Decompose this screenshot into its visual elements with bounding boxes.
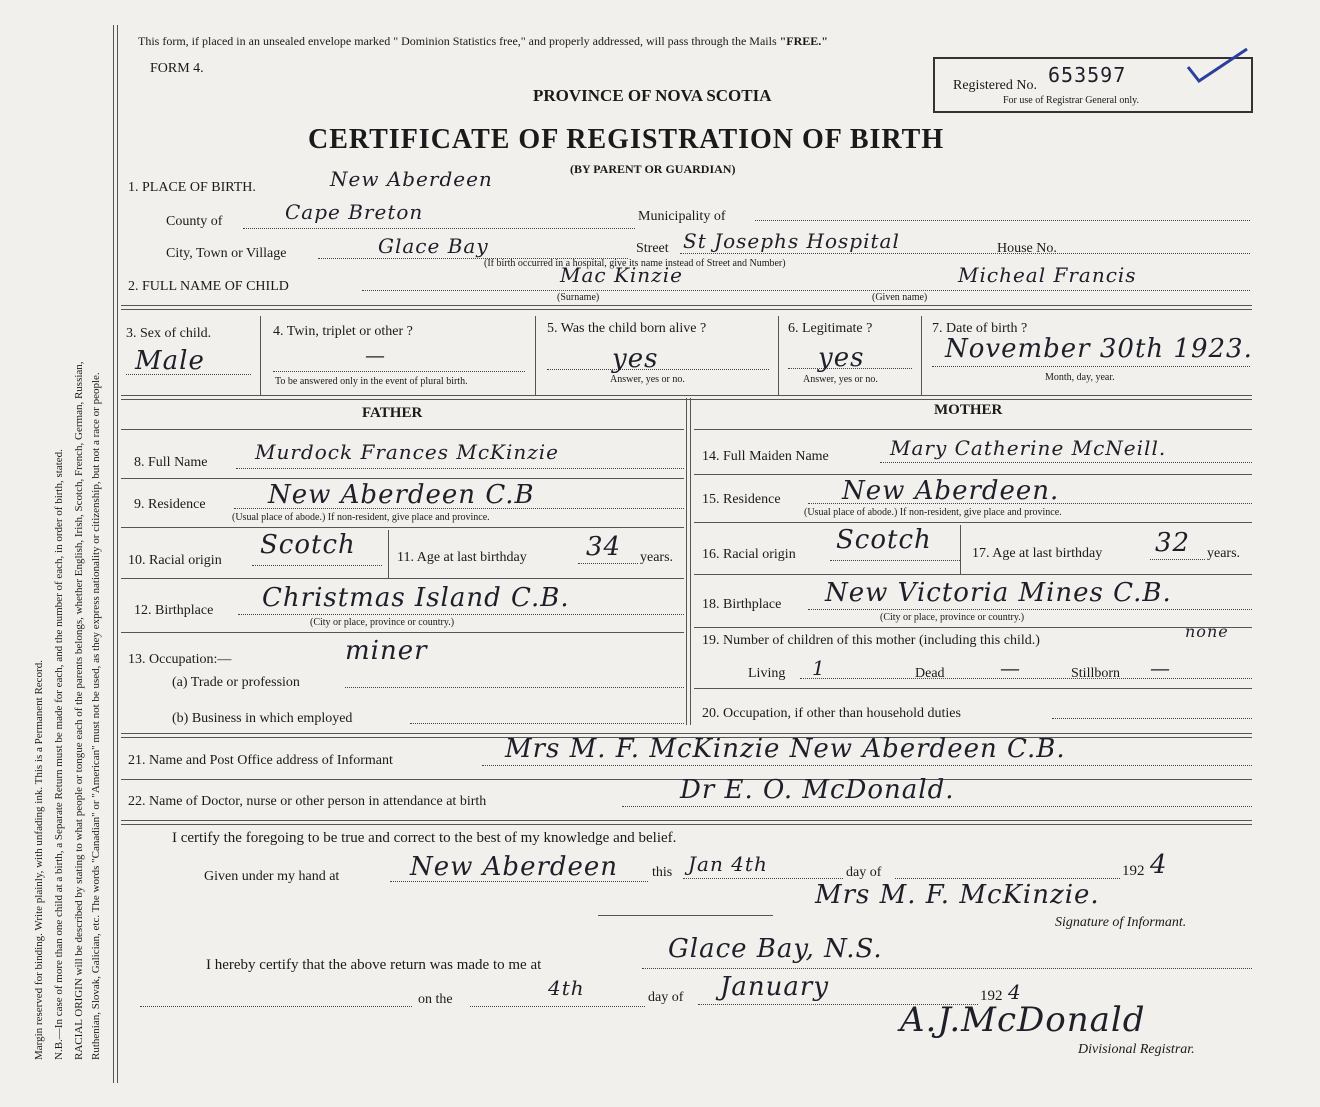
birthdate-note: Month, day, year. [1045, 372, 1115, 383]
informant-value: Mrs M. F. McKinzie New Aberdeen C.B. [505, 734, 1066, 764]
father-residence-note: (Usual place of abode.) If non-resident, give place and province. [232, 512, 490, 523]
twin-label: 4. Twin, triplet or other ? [273, 324, 413, 339]
certificate-subtitle: (BY PARENT OR GUARDIAN) [570, 162, 736, 176]
year2-prefix: 192 [980, 988, 1003, 1004]
mother-age-label: 17. Age at last birthday [972, 546, 1103, 561]
month-value: January [720, 972, 830, 1002]
registrar-signature: A.J.McDonald [900, 1000, 1146, 1040]
legitimate-note: Answer, yes or no. [803, 374, 878, 385]
county-label: County of [166, 214, 223, 229]
mother-name-label: 14. Full Maiden Name [702, 449, 829, 464]
father-birthplace-label: 12. Birthplace [134, 603, 214, 618]
alive-value: yes [612, 344, 659, 374]
registered-label: Registered No. [953, 78, 1037, 93]
place-value: New Aberdeen [330, 167, 493, 191]
column-divider [686, 398, 691, 725]
margin-note-3: RACIAL ORIGIN will be described by stating to what people or tongue each of the parents belongs, whether English, Irish, Scotch, French, German, Russian, [73, 361, 85, 1060]
business-label: (b) Business in which employed [172, 711, 353, 726]
mother-occupation-label: 20. Occupation, if other than household duties [702, 706, 961, 721]
county-value: Cape Breton [285, 200, 424, 224]
father-birthplace-note: (City or place, province or country.) [310, 617, 455, 628]
father-age-value: 34 [586, 532, 622, 562]
child-name-label: 2. FULL NAME OF CHILD [128, 279, 289, 294]
hospital-note: (If birth occurred in a hospital, give its name instead of Street and Number) [484, 258, 786, 269]
informant-signature: Mrs M. F. McKinzie. [815, 880, 1100, 910]
doctor-label: 22. Name of Doctor, nurse or other person in attendance at birth [128, 794, 487, 809]
father-occupation-label: 13. Occupation:— [128, 652, 232, 667]
informant-signature-label: Signature of Informant. [1055, 915, 1187, 930]
margin-note-1: Margin reserved for binding. Write plainly, with unfading ink. This is a Permanent Record. [33, 660, 45, 1060]
given-under-label: Given under my hand at [204, 869, 340, 884]
child-surname-value: Mac Kinzie [560, 263, 683, 287]
margin-rule [113, 25, 118, 1083]
stillborn-value: — [1150, 656, 1171, 680]
mother-residence-note: (Usual place of abode.) If non-resident, give place and province. [804, 507, 1062, 518]
year-prefix: 192 [1122, 863, 1145, 879]
mother-race-label: 16. Racial origin [702, 547, 796, 562]
mother-birthplace-label: 18. Birthplace [702, 597, 782, 612]
sex-value: Male [135, 346, 205, 376]
mother-birthplace-value: New Victoria Mines C.B. [825, 578, 1172, 608]
street-value: St Josephs Hospital [683, 229, 900, 253]
doctor-value: Dr E. O. McDonald. [680, 775, 955, 805]
father-age-label: 11. Age at last birthday [397, 550, 527, 565]
registrar-signature-label: Divisional Registrar. [1078, 1042, 1195, 1057]
father-race-label: 10. Racial origin [128, 553, 222, 568]
father-race-value: Scotch [260, 530, 356, 560]
given-place-value: New Aberdeen [410, 852, 619, 882]
father-residence-label: 9. Residence [134, 497, 206, 512]
alive-note: Answer, yes or no. [610, 374, 685, 385]
mail-notice: This form, if placed in an unsealed envelope marked " Dominion Statistics free," and properly addressed, will pass through the Mails "FREE." [138, 34, 828, 48]
trade-label: (a) Trade or profession [172, 675, 300, 690]
sex-label: 3. Sex of child. [126, 326, 212, 341]
city-label: City, Town or Village [166, 246, 287, 261]
registered-note: For use of Registrar General only. [1003, 95, 1139, 106]
father-birthplace-value: Christmas Island C.B. [262, 583, 570, 613]
city-value: Glace Bay [378, 234, 489, 258]
checkmark-icon [1185, 45, 1250, 85]
birthdate-value: November 30th 1923. [945, 334, 1253, 364]
children-count-value: none [1185, 622, 1229, 641]
section-rule-4 [121, 820, 1252, 825]
mother-name-value: Mary Catherine McNeill. [890, 436, 1167, 460]
mother-age-value: 32 [1155, 528, 1191, 558]
stillborn-label: Stillborn [1071, 666, 1121, 681]
municipality-label: Municipality of [638, 209, 726, 224]
certify-statement: I certify the foregoing to be true and correct to the best of my knowledge and belief. [172, 830, 677, 846]
this-label: this [652, 865, 673, 880]
year2-value: 4 [1008, 980, 1022, 1004]
place-label: 1. PLACE OF BIRTH. [128, 180, 256, 195]
street-label: Street [636, 241, 669, 256]
father-heading: FATHER [362, 405, 423, 421]
given-note: (Given name) [872, 292, 928, 303]
registrar-certify-label: I hereby certify that the above return was made to me at [206, 957, 542, 973]
dead-label: Dead [915, 666, 945, 681]
section-rule-1 [121, 305, 1252, 310]
day-of-label-2: day of [648, 990, 684, 1005]
house-label: House No. [997, 241, 1057, 256]
legitimate-value: yes [818, 343, 865, 373]
province-title: PROVINCE OF NOVA SCOTIA [533, 86, 772, 105]
surname-note: (Surname) [557, 292, 600, 303]
birthdate-label: 7. Date of birth ? [932, 321, 1028, 336]
mother-age-unit: years. [1207, 546, 1241, 561]
informant-label: 21. Name and Post Office address of Informant [128, 753, 393, 768]
margin-note-2: N.B.—In case of more than one child at a birth, a Separate Return must be made for each, and the number of each, in order of birth, stated. [53, 449, 65, 1060]
registered-number: 653597 [1048, 63, 1127, 87]
father-occupation-value: miner [345, 636, 428, 666]
mother-residence-value: New Aberdeen. [842, 476, 1060, 506]
margin-note-4: Ruthenian, Slovak, Galician, etc. The words "Canadian" or "American" must not be used, as they express nationality or citizenship, but not a race or people. [90, 372, 102, 1060]
certificate-title: CERTIFICATE OF REGISTRATION OF BIRTH [308, 124, 945, 155]
living-value: 1 [812, 656, 826, 680]
day-of-label: day of [846, 865, 882, 880]
mother-heading: MOTHER [934, 402, 1003, 418]
twin-note: To be answered only in the event of plural birth. [275, 376, 468, 387]
mother-race-value: Scotch [836, 525, 932, 555]
father-residence-value: New Aberdeen C.B [268, 480, 535, 510]
form-number: FORM 4. [150, 61, 204, 76]
living-label: Living [748, 666, 786, 681]
year-value: 4 [1150, 850, 1168, 880]
on-the-label: on the [418, 992, 453, 1007]
mother-residence-label: 15. Residence [702, 492, 781, 507]
father-age-unit: years. [640, 550, 674, 565]
alive-label: 5. Was the child born alive ? [547, 321, 707, 336]
child-given-value: Micheal Francis [958, 263, 1137, 287]
mother-birthplace-note: (City or place, province or country.) [880, 612, 1025, 623]
twin-value: — [365, 343, 386, 367]
on-the-value: 4th [548, 976, 585, 1000]
father-name-label: 8. Full Name [134, 455, 208, 470]
children-count-label: 19. Number of children of this mother (including this child.) [702, 633, 1040, 648]
dead-value: — [1000, 656, 1021, 680]
registrar-place-value: Glace Bay, N.S. [668, 934, 883, 964]
father-name-value: Murdock Frances McKinzie [255, 440, 560, 464]
legitimate-label: 6. Legitimate ? [788, 321, 873, 336]
this-value: Jan 4th [688, 852, 768, 876]
